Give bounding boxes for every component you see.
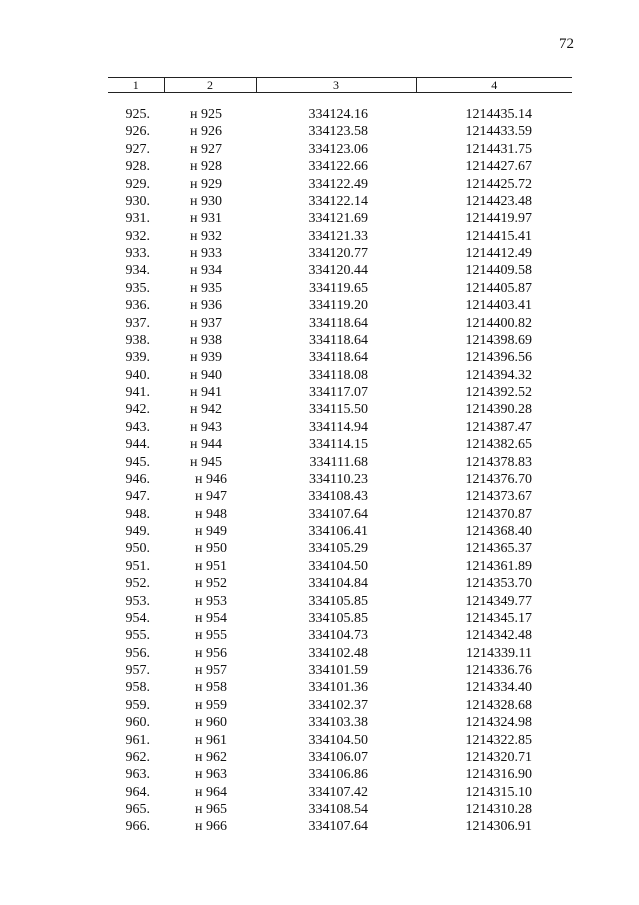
coordinate-x: 334114.15 [309,437,368,453]
coordinate-x: 334108.54 [308,802,368,817]
row-index: 952. [125,576,150,592]
coordinate-y: 1214405.87 [465,280,532,296]
row-index: 942. [125,402,150,418]
coordinate-y: 1214382.65 [465,437,532,453]
point-name: н 949 [195,524,227,539]
table-row [0,210,639,227]
table-row [0,349,639,366]
coordinate-y: 1214435.14 [465,107,532,122]
row-index: 953. [125,593,150,609]
coordinate-y: 1214376.70 [465,471,532,487]
coordinate-x: 334106.41 [308,524,368,539]
column-header-3: 3 [256,78,416,93]
coordinate-y: 1214415.41 [465,228,532,244]
coordinate-y: 1214396.56 [465,350,532,366]
coordinate-x: 334111.68 [309,454,368,470]
row-index: 944. [125,437,150,453]
row-index: 935. [125,280,150,296]
point-name: н 933 [190,246,222,261]
coordinate-x: 334122.49 [308,176,368,192]
coordinate-x: 334120.44 [308,263,368,279]
coordinate-x: 334120.77 [308,246,368,261]
coordinate-x: 334122.66 [308,159,368,175]
point-name: н 940 [190,367,222,383]
coordinate-y: 1214322.85 [465,732,532,748]
coordinate-x: 334118.64 [309,350,368,366]
row-index: 932. [125,228,150,244]
coordinate-y: 1214320.71 [465,749,532,765]
coordinate-x: 334124.16 [308,107,368,122]
coordinate-x: 334101.59 [308,663,368,678]
point-name: н 941 [190,385,222,400]
table-row [0,297,639,314]
coordinate-x: 334107.64 [308,506,368,522]
coordinate-y: 1214339.11 [466,645,532,661]
table-row [0,523,639,540]
row-index: 965. [125,802,150,817]
coordinate-y: 1214370.87 [465,506,532,522]
row-index: 939. [125,350,150,366]
coordinate-y: 1214316.90 [465,767,532,783]
row-index: 937. [125,315,150,331]
coordinate-y: 1214431.75 [465,141,532,157]
row-index: 933. [125,246,150,261]
table-row [0,315,639,332]
coordinate-x: 334121.69 [308,211,368,227]
row-index: 934. [125,263,150,279]
table-row [0,332,639,349]
coordinate-y: 1214342.48 [465,628,532,644]
coordinate-x: 334114.94 [309,419,368,435]
coordinate-y: 1214368.40 [465,524,532,539]
coordinate-x: 334105.85 [308,593,368,609]
table-row [0,575,639,592]
table-row [0,176,639,193]
table-row [0,540,639,557]
row-index: 950. [125,541,150,557]
row-index: 936. [125,298,150,314]
coordinate-x: 334110.23 [309,471,368,487]
row-index: 940. [125,367,150,383]
table-row [0,593,639,610]
row-index: 966. [125,819,150,835]
coordinate-x: 334104.84 [308,576,368,592]
table-row [0,662,639,679]
coordinate-y: 1214353.70 [465,576,532,592]
row-index: 957. [125,663,150,678]
point-name: н 953 [195,593,227,609]
table-row [0,471,639,488]
table-row [0,697,639,714]
row-index: 926. [125,124,150,140]
coordinate-y: 1214373.67 [465,489,532,505]
coordinate-y: 1214390.28 [465,402,532,418]
coordinate-y: 1214365.37 [465,541,532,557]
coordinate-x: 334106.07 [308,749,368,765]
coordinate-y: 1214433.59 [465,124,532,140]
page-number: 72 [559,36,574,52]
point-name: н 955 [195,628,227,644]
coordinate-x: 334105.85 [308,610,368,626]
table-row [0,714,639,731]
table-row [0,558,639,575]
coordinate-y: 1214394.32 [465,367,532,383]
row-index: 945. [125,454,150,470]
coordinate-rows [0,106,639,836]
coordinate-x: 334117.07 [309,385,368,400]
row-index: 948. [125,506,150,522]
table-row [0,818,639,835]
coordinate-y: 1214378.83 [465,454,532,470]
row-index: 958. [125,680,150,696]
coordinate-x: 334107.42 [308,784,368,800]
coordinate-y: 1214400.82 [465,315,532,331]
row-index: 954. [125,610,150,626]
point-name: н 929 [190,176,222,192]
table-row [0,488,639,505]
table-row [0,123,639,140]
table-row [0,262,639,279]
row-index: 963. [125,767,150,783]
table-row [0,766,639,783]
column-header-row [108,78,572,93]
table-row [0,627,639,644]
row-index: 931. [125,211,150,227]
point-name: н 939 [190,350,222,366]
column-header-4: 4 [416,78,572,93]
coordinate-x: 334121.33 [308,228,368,244]
column-header-2: 2 [164,78,256,93]
coordinate-y: 1214310.28 [465,802,532,817]
coordinate-y: 1214336.76 [465,663,532,678]
table-row [0,419,639,436]
point-name: н 938 [190,332,222,348]
coordinate-y: 1214306.91 [465,819,532,835]
row-index: 956. [125,645,150,661]
coordinate-y: 1214425.72 [465,176,532,192]
coordinate-x: 334118.64 [309,332,368,348]
point-name: н 930 [190,193,222,209]
row-index: 960. [125,715,150,731]
coordinate-y: 1214387.47 [465,419,532,435]
table-row [0,384,639,401]
point-name: н 935 [190,280,222,296]
row-index: 962. [125,749,150,765]
coordinate-y: 1214334.40 [465,680,532,696]
point-name: н 951 [195,558,227,574]
table-row [0,645,639,662]
coordinate-x: 334104.50 [308,732,368,748]
coordinate-y: 1214409.58 [465,263,532,279]
point-name: н 944 [190,437,222,453]
point-name: н 925 [190,107,222,122]
point-name: н 952 [195,576,227,592]
point-name: н 947 [195,489,227,505]
point-name: н 956 [195,645,227,661]
point-name: н 959 [195,697,227,713]
point-name: н 954 [195,610,227,626]
point-name: н 934 [190,263,222,279]
coordinate-y: 1214423.48 [465,193,532,209]
coordinate-y: 1214427.67 [465,159,532,175]
table-row [0,506,639,523]
coordinate-x: 334118.64 [309,315,368,331]
point-name: н 966 [195,819,227,835]
table-row [0,732,639,749]
row-index: 929. [125,176,150,192]
point-name: н 942 [190,402,222,418]
point-name: н 961 [195,732,227,748]
row-index: 925. [125,107,150,122]
point-name: н 936 [190,298,222,314]
coordinate-x: 334106.86 [308,767,368,783]
coordinate-y: 1214392.52 [465,385,532,400]
coordinate-x: 334103.38 [308,715,368,731]
coordinate-y: 1214412.49 [465,246,532,261]
row-index: 941. [125,385,150,400]
coordinate-x: 334119.20 [309,298,368,314]
point-name: н 945 [190,454,222,470]
coordinate-y: 1214403.41 [465,298,532,314]
row-index: 928. [125,159,150,175]
coordinate-x: 334107.64 [308,819,368,835]
coordinate-x: 334115.50 [309,402,368,418]
coordinate-y: 1214398.69 [465,332,532,348]
table-row [0,158,639,175]
table-row [0,367,639,384]
table-row [0,454,639,471]
table-row [0,106,639,123]
row-index: 930. [125,193,150,209]
coordinate-y: 1214361.89 [465,558,532,574]
row-index: 946. [125,471,150,487]
point-name: н 931 [190,211,222,227]
coordinate-y: 1214315.10 [465,784,532,800]
point-name: н 963 [195,767,227,783]
table-row [0,228,639,245]
row-index: 949. [125,524,150,539]
point-name: н 964 [195,784,227,800]
table-row [0,436,639,453]
point-name: н 962 [195,749,227,765]
coordinate-y: 1214345.17 [465,610,532,626]
coordinate-y: 1214328.68 [465,697,532,713]
row-index: 927. [125,141,150,157]
point-name: н 946 [195,471,227,487]
coordinate-x: 334119.65 [309,280,368,296]
coordinate-x: 334101.36 [308,680,368,696]
row-index: 955. [125,628,150,644]
table-row [0,610,639,627]
column-header-table [108,77,572,93]
table-row [0,280,639,297]
coordinate-x: 334122.14 [308,193,368,209]
table-row [0,784,639,801]
point-name: н 928 [190,159,222,175]
point-name: н 943 [190,419,222,435]
coordinate-x: 334104.73 [308,628,368,644]
coordinate-y: 1214419.97 [465,211,532,227]
row-index: 947. [125,489,150,505]
point-name: н 958 [195,680,227,696]
coordinate-x: 334108.43 [308,489,368,505]
table-row [0,193,639,210]
row-index: 961. [125,732,150,748]
row-index: 943. [125,419,150,435]
point-name: н 960 [195,715,227,731]
column-header-1: 1 [108,78,164,93]
table-row [0,679,639,696]
point-name: н 937 [190,315,222,331]
row-index: 964. [125,784,150,800]
point-name: н 932 [190,228,222,244]
coordinate-x: 334104.50 [308,558,368,574]
coordinate-y: 1214324.98 [465,715,532,731]
coordinate-y: 1214349.77 [465,593,532,609]
coordinate-x: 334105.29 [308,541,368,557]
coordinate-x: 334102.48 [308,645,368,661]
row-index: 959. [125,697,150,713]
row-index: 951. [125,558,150,574]
point-name: н 957 [195,663,227,678]
coordinate-x: 334118.08 [309,367,368,383]
point-name: н 948 [195,506,227,522]
point-name: н 950 [195,541,227,557]
coordinate-x: 334123.06 [308,141,368,157]
coordinate-x: 334102.37 [308,697,368,713]
table-row [0,401,639,418]
table-row [0,801,639,818]
point-name: н 965 [195,802,227,817]
row-index: 938. [125,332,150,348]
point-name: н 927 [190,141,222,157]
table-row [0,245,639,262]
table-row [0,141,639,158]
table-row [0,749,639,766]
point-name: н 926 [190,124,222,140]
coordinate-x: 334123.58 [308,124,368,140]
